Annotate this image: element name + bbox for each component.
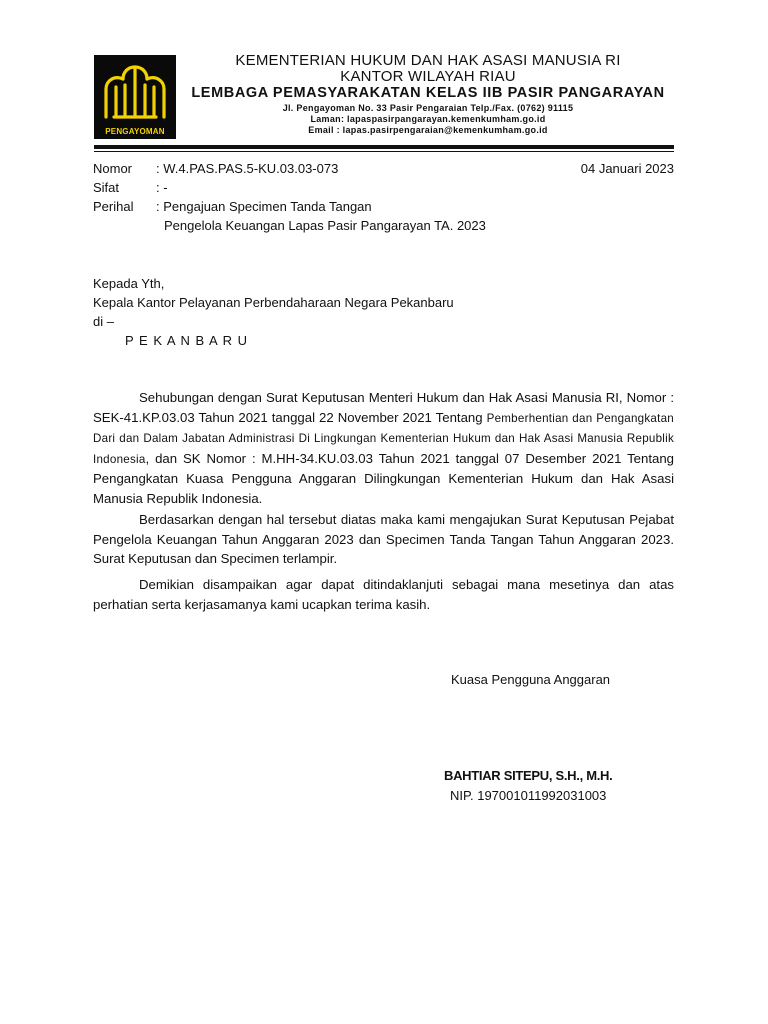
perihal-label: Perihal	[93, 199, 134, 214]
nomor-label: Nomor	[93, 161, 133, 176]
p1-part-c: , dan SK Nomor : M.HH-34.KU.03.03 Tahun 2021 tanggal 07 Desember 2021 Tentang Pengangkatan Kuasa Pengguna Anggaran Dilingkungan Kementerian Hukum dan Hak Asasi Manusia Republik Indonesia.	[93, 450, 674, 506]
p1-part-b: Pemberhentian dan Pengangkatan Dari dan Dalam Jabatan Administrasi Di Lingkungan Kementerian Hukum dan Hak Asasi Manusia Republik Indonesia	[93, 411, 674, 466]
logo-caption: PENGAYOMAN	[105, 127, 165, 136]
perihal-value-1: : Pengajuan Specimen Tanda Tangan	[156, 199, 372, 214]
recipient-at: di –	[93, 314, 114, 329]
body-paragraph-1	[93, 388, 674, 508]
letterhead-divider-thick	[94, 145, 674, 149]
signatory-name: BAHTIAR SITEPU, S.H., M.H.	[444, 768, 613, 783]
institution-name: LEMBAGA PEMASYARAKATAN KELAS IIB PASIR PANGARAYAN	[191, 85, 665, 101]
regional-office: KANTOR WILAYAH RIAU	[340, 68, 516, 85]
perihal-value-2: Pengelola Keuangan Lapas Pasir Pangarayan TA. 2023	[164, 218, 486, 233]
signatory-position: Kuasa Pengguna Anggaran	[451, 672, 611, 687]
letter-date: 04 Januari 2023	[580, 161, 674, 176]
recipient-city: P E K A N B A R U	[125, 333, 248, 348]
website-line: Laman: lapaspasirpangarayan.kemenkumham.go.id	[310, 114, 546, 124]
p1-part-a: Sehubungan dengan Surat Keputusan Menteri Hukum dan Hak Asasi Manusia RI, Nomor : SEK-41.KP.03.03 Tahun 2021 tanggal 22 November 2021 Tentang	[93, 390, 674, 425]
sifat-label: Sifat	[93, 180, 120, 195]
address-line: Jl. Pengayoman No. 33 Pasir Pengaraian Telp./Fax. (0762) 91115	[282, 103, 574, 113]
sifat-value: : -	[156, 180, 168, 195]
body-paragraph-2: Berdasarkan dengan hal tersebut diatas maka kami mengajukan Surat Keputusan Pejabat Pengelola Keuangan Tahun Anggaran 2023 dan Specimen Tanda Tangan Tahun Anggaran 2023. Surat Keputusan dan Specimen terlampir.	[93, 512, 674, 566]
signatory-nip: NIP. 197001011992031003	[450, 788, 607, 803]
body-paragraph-3: Demikian disampaikan agar dapat ditindaklanjuti sebagai mana mesetinya dan atas perhatian serta kerjasamanya kami ucapkan terima kasih.	[93, 577, 674, 612]
ministry-name: KEMENTERIAN HUKUM DAN HAK ASASI MANUSIA RI	[235, 52, 621, 69]
pengayoman-logo	[94, 55, 176, 139]
recipient-office: Kepala Kantor Pelayanan Perbendaharaan Negara Pekanbaru	[93, 295, 454, 310]
letterhead-divider-thin	[94, 151, 674, 152]
email-line: Email : lapas.pasirpengaraian@kemenkumham.go.id	[308, 125, 548, 135]
nomor-value: : W.4.PAS.PAS.5-KU.03.03-073	[156, 161, 339, 176]
recipient-greeting: Kepada Yth,	[93, 276, 165, 291]
